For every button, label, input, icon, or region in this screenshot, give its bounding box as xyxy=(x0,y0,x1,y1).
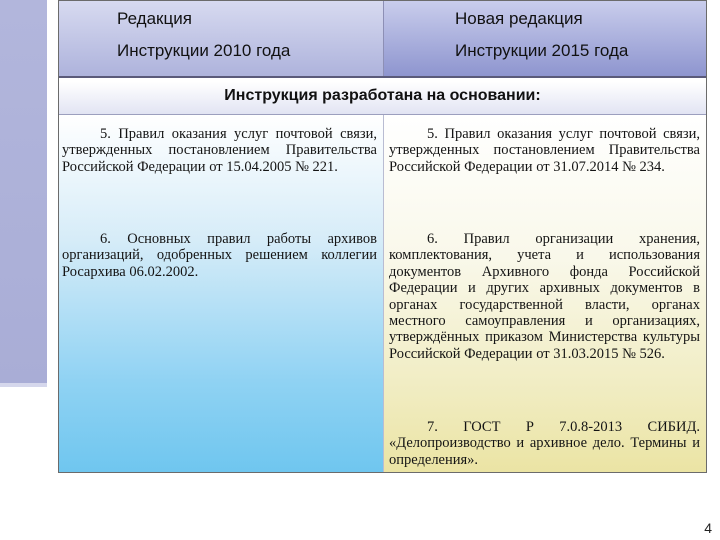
new-item-6: 6. Правил организации хранения, комплектования, учета и использования документов Архивного фонда Российской Федерации и других архивных документов в органах государственной власти, органах местного самоуправления и организациях, утверждённых приказом Министерства культуры Российской Федерации от 31.03.2015 № 526. xyxy=(389,231,700,362)
header-old-edition xyxy=(59,1,384,76)
old-edition-column xyxy=(59,115,384,472)
header-new-line-1: Новая редакция xyxy=(455,9,583,28)
header-new-line-2: Инструкции 2015 года xyxy=(455,41,629,60)
basis-banner: Инструкция разработана на основании: xyxy=(59,78,706,115)
header-old-line-2: Инструкции 2010 года xyxy=(117,41,291,60)
page-number: 4 xyxy=(704,520,712,536)
old-item-6: 6. Основных правил работы архивов организаций, одобренных решением коллегии Росархива 06.02.2002. xyxy=(62,231,377,280)
new-item-7: 7. ГОСТ Р 7.0.8-2013 СИБИД. «Делопроизводство и архивное дело. Термины и определения». xyxy=(389,419,700,468)
sidebar-decoration xyxy=(0,0,47,383)
old-item-5: 5. Правил оказания услуг почтовой связи, утвержденных постановлением Правительства Российской Федерации от 15.04.2005 № 221. xyxy=(62,126,377,175)
header-old-line-1: Редакция xyxy=(117,9,192,28)
new-item-5: 5. Правил оказания услуг почтовой связи, утвержденных постановлением Правительства Российской Федерации от 31.07.2014 № 234. xyxy=(389,126,700,175)
comparison-table xyxy=(58,0,707,473)
header-row xyxy=(59,1,706,78)
new-edition-column xyxy=(384,115,706,472)
sidebar-strip xyxy=(0,383,47,387)
header-new-edition xyxy=(384,1,706,76)
